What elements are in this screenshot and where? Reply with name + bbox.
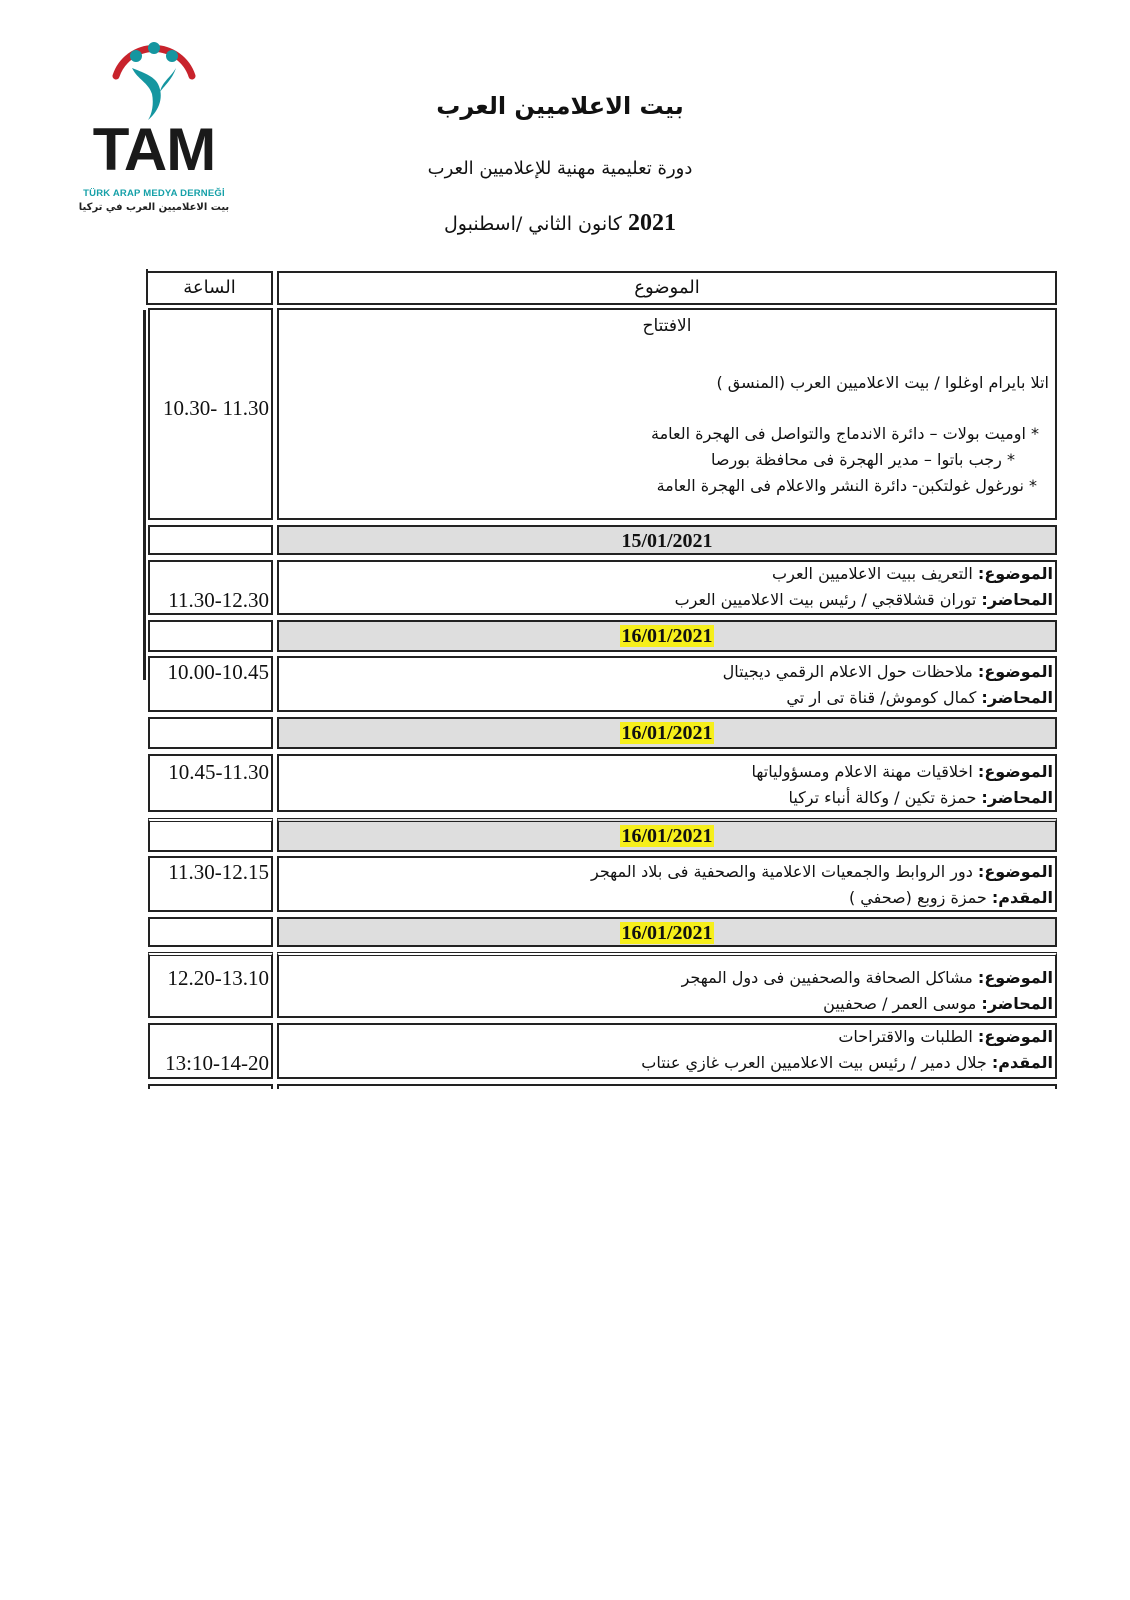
topic-text: ملاحظات حول الاعلام الرقمي ديجيتال <box>722 662 978 681</box>
date-row <box>277 620 1057 652</box>
session-date <box>279 824 1055 848</box>
topic-label: الموضوع: <box>977 968 1053 987</box>
session-date <box>279 624 1055 648</box>
speaker-text: حمزة تكين / وكالة أنباء تركيا <box>788 788 982 807</box>
date-row <box>277 717 1057 749</box>
speaker-label: المحاضر: <box>981 688 1053 707</box>
opening-bullet: * اوميت بولات – دائرة الاندماج والتواصل فى الهجرة العامة <box>651 424 1039 443</box>
speaker-label: المحاضر: <box>981 788 1053 807</box>
logo-wordmark: TAM <box>92 116 216 183</box>
opening-topic-cell <box>277 308 1057 520</box>
last-topic-cell <box>277 1023 1057 1079</box>
speaker-text: توران قشلاقجي / رئيس بيت الاعلاميين العرب <box>674 590 982 609</box>
presenter-text: جلال دمير / رئيس بيت الاعلاميين العرب غازي عنتاب <box>641 1053 992 1072</box>
session-time: 12.20-13.10 <box>167 966 269 990</box>
session-time-cell <box>148 754 273 812</box>
table-bottom-rule <box>277 1084 1057 1089</box>
session-speaker-line <box>786 688 1053 707</box>
highlighted-date: 16/01/2021 <box>621 625 713 647</box>
session-speaker-line <box>788 788 1053 807</box>
session-time-cell <box>148 856 273 912</box>
session-speaker-line <box>823 994 1053 1013</box>
date-row <box>277 525 1057 555</box>
last-topic-line <box>838 1027 1053 1046</box>
topic-label: الموضوع: <box>977 762 1053 781</box>
topic-label: الموضوع: <box>977 564 1053 583</box>
session-time: 11.30-12.30 <box>168 588 269 612</box>
year: 2021 <box>628 210 676 236</box>
session-topic-line <box>723 662 1053 681</box>
speaker-text: موسى العمر / صحفيين <box>823 994 982 1013</box>
tam-logo <box>70 22 238 222</box>
session-topic-line <box>772 564 1053 583</box>
session-time-cell <box>148 952 273 1018</box>
session-time: 10.00-10.45 <box>167 660 269 684</box>
date-row-spacer <box>148 818 273 852</box>
highlighted-date: 16/01/2021 <box>621 825 713 847</box>
date-text: كانون الثاني /اسطنبول <box>443 213 622 235</box>
highlighted-date: 16/01/2021 <box>621 922 713 944</box>
topic-label: الموضوع: <box>977 1027 1053 1046</box>
last-time: 13:10-14-20 <box>165 1051 269 1075</box>
topic-label: الموضوع: <box>977 662 1053 681</box>
last-presenter-line <box>641 1053 1053 1072</box>
tam-emblem-icon <box>108 22 200 122</box>
topic-text: اخلاقيات مهنة الاعلام ومسؤولياتها <box>751 762 978 781</box>
date-row-spacer <box>148 620 273 652</box>
table-bottom-rule <box>148 1084 273 1089</box>
opening-bullet: * رجب باتوا – مدير الهجرة فى محافظة بورصا <box>710 450 1015 469</box>
session-topic-line <box>591 862 1053 881</box>
col-time-header: الساعة <box>183 277 236 298</box>
header-time-cell <box>146 271 273 305</box>
session-presenter-line <box>849 888 1053 907</box>
session-date <box>279 921 1055 945</box>
last-time-cell <box>148 1023 273 1079</box>
session-topic-line <box>682 968 1053 987</box>
opening-bullet: * نورغول غولتكبن- دائرة النشر والاعلام فى الهجرة العامة <box>656 476 1037 495</box>
topic-text: مشاكل الصحافة والصحفيين فى دول المهجر <box>681 968 978 987</box>
session-time: 11.30-12.15 <box>168 860 269 884</box>
date-row-spacer <box>148 717 273 749</box>
opening-title: الافتتاح <box>642 316 692 336</box>
topic-text: الطلبات والاقتراحات <box>838 1027 978 1046</box>
session-topic-cell <box>277 856 1057 912</box>
topic-text: دور الروابط والجمعيات الاعلامية والصحفية فى بلاد المهجر <box>590 862 978 881</box>
logo-subtitle: TÜRK ARAP MEDYA DERNEĞİ <box>83 188 225 199</box>
table-left-rule <box>143 310 146 680</box>
col-topic-header: الموضوع <box>634 277 700 298</box>
page-subtitle: دورة تعليمية مهنية للإعلاميين العرب <box>427 158 693 179</box>
session-date: 15/01/2021 <box>621 530 713 552</box>
session-topic-cell <box>277 560 1057 615</box>
date-row <box>277 818 1057 852</box>
opening-time-cell <box>148 308 273 520</box>
speaker-label: المحاضر: <box>981 590 1053 609</box>
speaker-label: المحاضر: <box>981 994 1053 1013</box>
page-title: بيت الاعلاميين العرب <box>436 92 684 120</box>
presenter-label: المقدم: <box>991 1053 1053 1072</box>
date-row <box>277 917 1057 947</box>
topic-text: التعريف ببيت الاعلاميين العرب <box>772 564 978 583</box>
speaker-text: كمال كوموش/ قناة تى ار تي <box>786 688 982 707</box>
session-time-cell <box>148 656 273 712</box>
date-row-spacer <box>148 525 273 555</box>
page-date-line <box>330 210 790 237</box>
opening-coordinator: اتلا بايرام اوغلوا / بيت الاعلاميين العرب (المنسق ) <box>716 373 1049 392</box>
logo-arabic: بيت الاعلاميين العرب في تركيا <box>78 202 230 213</box>
session-topic-cell <box>277 754 1057 812</box>
presenter-label: المقدم: <box>991 888 1053 907</box>
session-time: 10.45-11.30 <box>168 760 269 784</box>
header-topic-cell <box>277 271 1057 305</box>
session-date <box>279 721 1055 745</box>
date-row-spacer <box>148 917 273 947</box>
topic-label: الموضوع: <box>977 862 1053 881</box>
session-topic-cell <box>277 656 1057 712</box>
presenter-text: حمزة زوبع (صحفي ) <box>848 888 992 907</box>
session-topic-cell <box>277 952 1057 1018</box>
opening-time: 10.30- 11.30 <box>163 396 269 420</box>
session-topic-line <box>752 762 1053 781</box>
session-speaker-line <box>675 590 1053 609</box>
highlighted-date: 16/01/2021 <box>621 722 713 744</box>
session-time-cell <box>148 560 273 615</box>
